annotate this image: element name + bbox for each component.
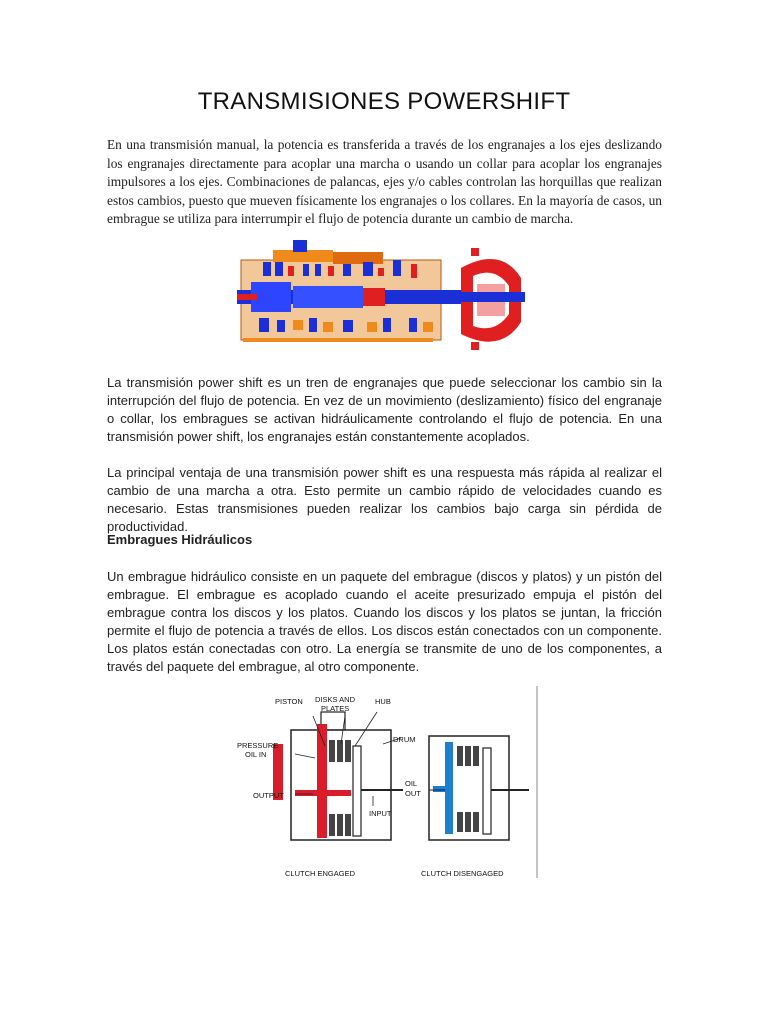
caption-clutch-disengaged: CLUTCH DISENGAGED	[421, 869, 504, 878]
page-title: TRANSMISIONES POWERSHIFT	[197, 88, 571, 115]
section-heading: Embragues Hidráulicos	[107, 532, 253, 547]
label-hub: HUB	[375, 697, 391, 706]
intro-paragraph: En una transmisión manual, la potencia es transferida a través de los engranajes a los ejes deslizando los engranajes directamente para acoplar una marcha o usando un collar para acoplar los engranajes impulsores a los ejes. Combinaciones de palancas, ejes y/o cables controlan las horquillas que realizan estos cambios, puesto que mueven físicamente los engranajes o los collares. En la mayoría de casos, un embrague se utiliza para interrumpir el flujo de potencia durante un cambio de marcha.	[107, 137, 662, 227]
transmission-cutaway-image	[233, 238, 527, 360]
clutch-diagram	[233, 686, 539, 882]
hydraulic-clutch-paragraph: Un embrague hidráulico consiste en un paquete del embrague (discos y platos) y un pistón del embrague. El embrague es acoplado cuando el aceite presurizado empuja el pistón del embrague contra los discos y los platos. Cuando los discos y los platos se juntan, la fricción permite el flujo de potencia a través de ellos. Los discos están conectados con un componente. Los platos están conectadas con otro. La energía se transmite de uno de los componentes, a través del paquete del embrague, al otro componente.	[107, 569, 662, 674]
label-plates: PLATES	[321, 704, 350, 713]
label-out: OUT	[405, 789, 421, 798]
powershift-paragraph: La transmisión power shift es un tren de engranajes que puede seleccionar los cambio sin la interrupción del flujo de potencia. En vez de un movimiento (deslizamiento) físico del engranaje o collar, los embragues se activan hidráulicamente controlando el flujo de potencia. En una transmisión power shift, los engranajes están constantemente acoplados.	[107, 375, 662, 444]
caption-clutch-engaged: CLUTCH ENGAGED	[285, 869, 356, 878]
label-input: INPUT	[369, 809, 392, 818]
clutch-engaged-figure	[273, 712, 403, 840]
label-oil-in: OIL IN	[245, 750, 267, 759]
advantage-paragraph: La principal ventaja de una transmisión power shift es una respuesta más rápida al realizar el cambio de una marcha a otra. Esto permite un cambio rápido de velocidades cuando es necesario. Estas transmisiones pueden realizar los cambios bajo carga sin pérdida de productividad.	[107, 465, 662, 534]
label-oil: OIL	[405, 779, 418, 788]
clutch-disengaged-figure	[429, 736, 529, 840]
label-disks-and: DISKS AND	[315, 695, 356, 704]
label-piston: PISTON	[275, 697, 303, 706]
label-pressure: PRESSURE	[237, 741, 279, 750]
label-output: OUTPUT	[253, 791, 284, 800]
label-drum: DRUM	[393, 735, 416, 744]
